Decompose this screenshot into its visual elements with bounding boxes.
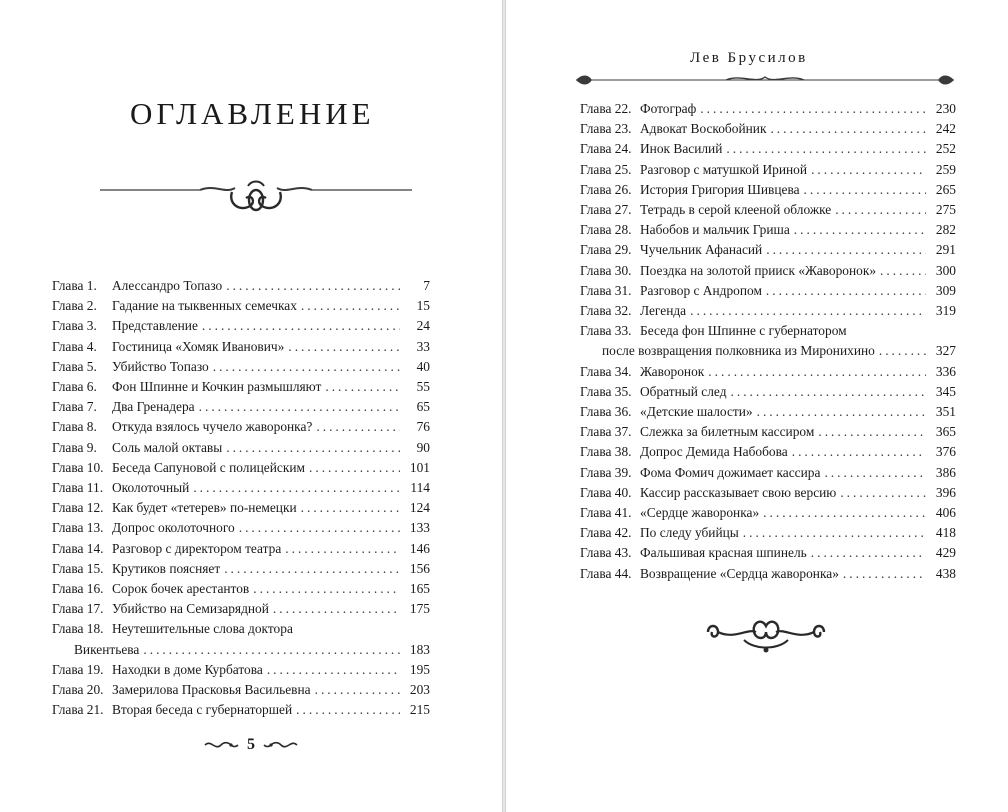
chapter-label: Глава 14. <box>52 540 104 556</box>
chapter-title: Два Гренадера <box>112 399 195 415</box>
chapter-title: Представление <box>112 318 198 334</box>
chapter-title: Замерилова Прасковья Васильевна <box>112 682 311 698</box>
chapter-title: Как будет «тетерев» по-немецки <box>112 500 297 516</box>
chapter-label: Глава 17. <box>52 601 104 617</box>
dot-leader <box>824 463 926 483</box>
dot-leader <box>726 139 926 159</box>
chapter-label: Глава 41. <box>580 505 632 521</box>
chapter-label: Глава 29. <box>580 242 632 258</box>
page-ref: 406 <box>935 505 956 521</box>
page-ref: 203 <box>409 682 430 698</box>
dot-leader <box>226 438 400 458</box>
chapter-title: Фон Шпинне и Кочкин размышляют <box>112 379 322 395</box>
dot-leader <box>273 599 400 619</box>
chapter-label: Глава 28. <box>580 222 632 238</box>
chapter-label: Глава 2. <box>52 298 97 314</box>
page-ref: 309 <box>935 282 956 298</box>
chapter-label: Глава 13. <box>52 520 104 536</box>
chapter-label: Глава 22. <box>580 101 632 116</box>
page-ref: 24 <box>416 318 430 334</box>
toc-entry[interactable] <box>580 200 956 220</box>
toc-entry[interactable] <box>52 337 430 357</box>
toc-entry[interactable] <box>52 559 430 579</box>
chapter-label: Глава 18. <box>52 621 104 637</box>
toc-entry[interactable] <box>52 357 430 377</box>
chapter-title: Набобов и мальчик Гриша <box>640 222 790 238</box>
page-ref: 156 <box>409 560 430 576</box>
toc-entry[interactable] <box>580 483 956 503</box>
dot-leader <box>763 503 926 523</box>
page-ref: 327 <box>935 343 956 359</box>
page-ref: 336 <box>935 363 956 379</box>
chapter-title: Беседа фон Шпинне с губернатором <box>640 323 847 339</box>
dot-leader <box>743 523 926 543</box>
page-ref: 114 <box>410 480 430 496</box>
dot-leader <box>253 579 400 599</box>
page-ref: 252 <box>935 141 956 157</box>
chapter-title: Алессандро Топазо <box>112 278 223 293</box>
chapter-label: Глава 36. <box>580 404 632 420</box>
page-ref: 33 <box>416 338 430 354</box>
chapter-title: Разговор с директором театра <box>112 540 282 556</box>
chapter-title: «Сердце жаворонка» <box>640 505 760 521</box>
dot-leader <box>766 281 926 301</box>
dot-leader <box>804 180 926 200</box>
toc-entry[interactable] <box>52 599 430 619</box>
page-ref: 259 <box>935 161 956 177</box>
page-ref: 429 <box>935 545 956 561</box>
chapter-title: По следу убийцы <box>640 525 739 541</box>
dot-leader <box>239 518 400 538</box>
scroll-flourish-icon <box>100 178 412 218</box>
page-ref: 418 <box>935 525 956 541</box>
page-ref: 265 <box>935 181 956 197</box>
chapter-label: Глава 21. <box>52 702 104 718</box>
dot-leader <box>325 377 400 397</box>
chapter-label: Глава 30. <box>580 262 632 278</box>
chapter-title: Слежка за билетным кассиром <box>640 424 815 440</box>
chapter-title: Возвращение «Сердца жаворонка» <box>640 565 839 581</box>
dot-leader <box>708 362 926 382</box>
chapter-title: Чучельник Афанасий <box>640 242 763 258</box>
scroll-flourish-icon <box>704 618 828 658</box>
chapter-label: Глава 38. <box>580 444 632 460</box>
chapter-label: Глава 19. <box>52 661 104 677</box>
toc-entry[interactable] <box>580 180 956 200</box>
chapter-label: Глава 12. <box>52 500 104 516</box>
toc-entry[interactable] <box>52 417 430 437</box>
toc-entry[interactable] <box>580 160 956 180</box>
toc-entry[interactable] <box>580 220 956 240</box>
page-ref: 146 <box>409 540 430 556</box>
chapter-label: Глава 31. <box>580 282 632 298</box>
toc-entry[interactable] <box>580 321 956 361</box>
page-ref: 319 <box>935 303 956 319</box>
dot-leader <box>794 220 926 240</box>
toc-entry[interactable] <box>580 564 956 584</box>
chapter-title: Убийство Топазо <box>112 358 209 374</box>
page-ref: 386 <box>935 464 956 480</box>
dot-leader <box>199 397 400 417</box>
page-ref: 101 <box>409 459 430 475</box>
toc-entry[interactable] <box>52 680 430 700</box>
chapter-label: Глава 27. <box>580 202 632 218</box>
chapter-label: Глава 43. <box>580 545 632 561</box>
decorative-rule-icon <box>576 72 954 88</box>
page-ref: 175 <box>409 601 430 617</box>
page-ref: 242 <box>935 121 956 137</box>
dot-leader <box>757 402 926 422</box>
page-ref: 300 <box>935 262 956 278</box>
dot-leader <box>690 301 926 321</box>
toc-entry[interactable] <box>580 382 956 402</box>
dot-leader <box>301 296 400 316</box>
chapter-title-continued: после возвращения полковника из Миронихино <box>602 343 875 359</box>
toc-entry[interactable] <box>52 539 430 559</box>
toc-entry[interactable] <box>580 261 956 281</box>
chapter-label: Глава 10. <box>52 459 104 475</box>
toc-entry[interactable] <box>52 619 430 659</box>
chapter-label: Глава 4. <box>52 338 97 354</box>
dot-leader <box>731 382 926 402</box>
toc-entry[interactable] <box>580 402 956 422</box>
dot-leader <box>315 680 400 700</box>
chapter-title: Поездка на золотой прииск «Жаворонок» <box>640 262 877 278</box>
chapter-label: Глава 23. <box>580 121 632 137</box>
chapter-title: Фома Фомич дожимает кассира <box>640 464 821 480</box>
chapter-title: Соль малой октавы <box>112 439 223 455</box>
dot-leader <box>770 119 926 139</box>
dot-leader <box>296 700 400 720</box>
chapter-title: Находки в доме Курбатова <box>112 661 263 677</box>
chapter-title: Крутиков поясняет <box>112 560 221 576</box>
dot-leader <box>316 417 400 437</box>
toc-entry[interactable] <box>580 463 956 483</box>
dot-leader <box>301 498 400 518</box>
chapter-label: Глава 37. <box>580 424 632 440</box>
toc-entry[interactable] <box>580 523 956 543</box>
chapter-label: Глава 5. <box>52 358 97 374</box>
toc-entry[interactable] <box>580 362 956 382</box>
toc-entry[interactable] <box>580 281 956 301</box>
page-ref: 230 <box>935 101 956 116</box>
chapter-label: Глава 40. <box>580 484 632 500</box>
chapter-label: Глава 44. <box>580 565 632 581</box>
page-ref: 40 <box>416 358 430 374</box>
dot-leader <box>267 660 400 680</box>
chapter-label: Глава 34. <box>580 363 632 379</box>
dot-leader <box>193 478 400 498</box>
toc-entry[interactable] <box>580 422 956 442</box>
toc-entry[interactable] <box>580 119 956 139</box>
toc-entry[interactable] <box>52 660 430 680</box>
toc-list-right <box>580 99 956 584</box>
toc-entry[interactable] <box>52 276 430 296</box>
page-number-footer <box>195 734 307 756</box>
dot-leader <box>811 543 926 563</box>
page-ref: 291 <box>935 242 956 258</box>
dot-leader <box>843 564 926 584</box>
chapter-title: Неутешительные слова доктора <box>112 621 293 637</box>
chapter-label: Глава 39. <box>580 464 632 480</box>
vine-flourish-icon <box>263 739 299 751</box>
page-ref: 351 <box>935 404 956 420</box>
chapter-title: Откуда взялось чучело жаворонка? <box>112 419 313 435</box>
page-ref: 76 <box>416 419 430 435</box>
toc-entry[interactable] <box>52 700 430 720</box>
dot-leader <box>226 276 400 296</box>
left-page <box>0 0 502 812</box>
chapter-title: Допрос околоточного <box>112 520 235 536</box>
page-ref: 7 <box>423 278 430 293</box>
toc-entry[interactable] <box>52 438 430 458</box>
right-page <box>506 0 1008 812</box>
page-ref: 15 <box>416 298 430 314</box>
chapter-label: Глава 8. <box>52 419 97 435</box>
page-ref: 275 <box>935 202 956 218</box>
toc-entry[interactable] <box>52 478 430 498</box>
dot-leader <box>143 640 400 660</box>
chapter-title-continued: Викентьева <box>74 641 140 657</box>
dot-leader <box>792 442 926 462</box>
chapter-label: Глава 3. <box>52 318 97 334</box>
page-ref: 376 <box>935 444 956 460</box>
running-head-author: Лев Брусилов <box>690 50 808 66</box>
chapter-title: Фальшивая красная шпинель <box>640 545 807 561</box>
dot-leader <box>818 422 926 442</box>
toc-entry[interactable] <box>580 301 956 321</box>
page-ref: 282 <box>935 222 956 238</box>
chapter-label: Глава 42. <box>580 525 632 541</box>
page-ref: 365 <box>935 424 956 440</box>
chapter-title: Жаворонок <box>640 363 705 379</box>
toc-entry[interactable] <box>580 543 956 563</box>
page-ref: 65 <box>416 399 430 415</box>
chapter-title: Инок Василий <box>640 141 723 157</box>
page-ref: 124 <box>409 500 430 516</box>
dot-leader <box>202 316 400 336</box>
chapter-label: Глава 9. <box>52 439 97 455</box>
chapter-title: «Детские шалости» <box>640 404 753 420</box>
chapter-label: Глава 1. <box>52 278 97 293</box>
chapter-label: Глава 16. <box>52 581 104 597</box>
toc-entry[interactable] <box>580 240 956 260</box>
dot-leader <box>766 240 926 260</box>
page-ref: 345 <box>935 383 956 399</box>
chapter-title: Беседа Сапуновой с полицейским <box>112 459 305 475</box>
dot-leader <box>811 160 926 180</box>
chapter-title: Кассир рассказывает свою версию <box>640 484 837 500</box>
dot-leader <box>288 337 400 357</box>
chapter-title: Допрос Демида Набобова <box>640 444 788 460</box>
dot-leader <box>840 483 926 503</box>
chapter-title: Гадание на тыквенных семечках <box>112 298 297 314</box>
toc-entry[interactable] <box>580 139 956 159</box>
toc-entry[interactable] <box>52 518 430 538</box>
page-ref: 438 <box>935 565 956 581</box>
toc-entry[interactable] <box>580 442 956 462</box>
chapter-title: Сорок бочек арестантов <box>112 581 250 597</box>
chapter-title: Тетрадь в серой клееной обложке <box>640 202 832 218</box>
chapter-label: Глава 33. <box>580 323 632 339</box>
chapter-title: Околоточный <box>112 480 190 496</box>
chapter-label: Глава 25. <box>580 161 632 177</box>
chapter-label: Глава 15. <box>52 560 104 576</box>
page-ref: 133 <box>409 520 430 536</box>
dot-leader <box>285 539 400 559</box>
dot-leader <box>835 200 926 220</box>
page-ref: 90 <box>416 439 430 455</box>
dot-leader <box>309 458 400 478</box>
page-ref: 396 <box>935 484 956 500</box>
dot-leader <box>879 341 926 361</box>
page-ref: 55 <box>416 379 430 395</box>
toc-entry[interactable] <box>52 296 430 316</box>
toc-entry[interactable] <box>52 579 430 599</box>
chapter-title: Адвокат Воскобойник <box>640 121 767 137</box>
chapter-label: Глава 26. <box>580 181 632 197</box>
chapter-label: Глава 24. <box>580 141 632 157</box>
chapter-title: Разговор с Андропом <box>640 282 762 298</box>
chapter-title: Обратный след <box>640 383 727 399</box>
toc-entry[interactable] <box>580 503 956 523</box>
chapter-title: Убийство на Семизарядной <box>112 601 269 617</box>
chapter-title: Фотограф <box>640 101 697 116</box>
page-ref: 215 <box>409 702 430 718</box>
toc-entry[interactable] <box>580 99 956 119</box>
chapter-label: Глава 11. <box>52 480 104 496</box>
chapter-title: Гостиница «Хомяк Иванович» <box>112 338 285 354</box>
page-title: ОГЛАВЛЕНИЕ <box>130 96 375 131</box>
chapter-title: Легенда <box>640 303 687 319</box>
toc-entry[interactable] <box>52 458 430 478</box>
dot-leader <box>700 99 926 119</box>
toc-entry[interactable] <box>52 377 430 397</box>
toc-list-left <box>52 276 430 720</box>
page-ref: 183 <box>409 641 430 657</box>
chapter-label: Глава 35. <box>580 383 632 399</box>
chapter-label: Глава 7. <box>52 399 97 415</box>
toc-entry[interactable] <box>52 316 430 336</box>
chapter-title: Вторая беседа с губернаторшей <box>112 702 293 718</box>
chapter-label: Глава 20. <box>52 682 104 698</box>
toc-entry[interactable] <box>52 397 430 417</box>
toc-entry[interactable] <box>52 498 430 518</box>
page-ref: 195 <box>409 661 430 677</box>
chapter-title: Разговор с матушкой Ириной <box>640 161 808 177</box>
chapter-label: Глава 32. <box>580 303 632 319</box>
dot-leader <box>213 357 400 377</box>
vine-flourish-icon <box>203 739 239 751</box>
page-number: 5 <box>247 736 255 753</box>
dot-leader <box>880 261 926 281</box>
chapter-label: Глава 6. <box>52 379 97 395</box>
chapter-title: История Григория Шивцева <box>640 181 800 197</box>
dot-leader <box>224 559 400 579</box>
page-ref: 165 <box>409 581 430 597</box>
